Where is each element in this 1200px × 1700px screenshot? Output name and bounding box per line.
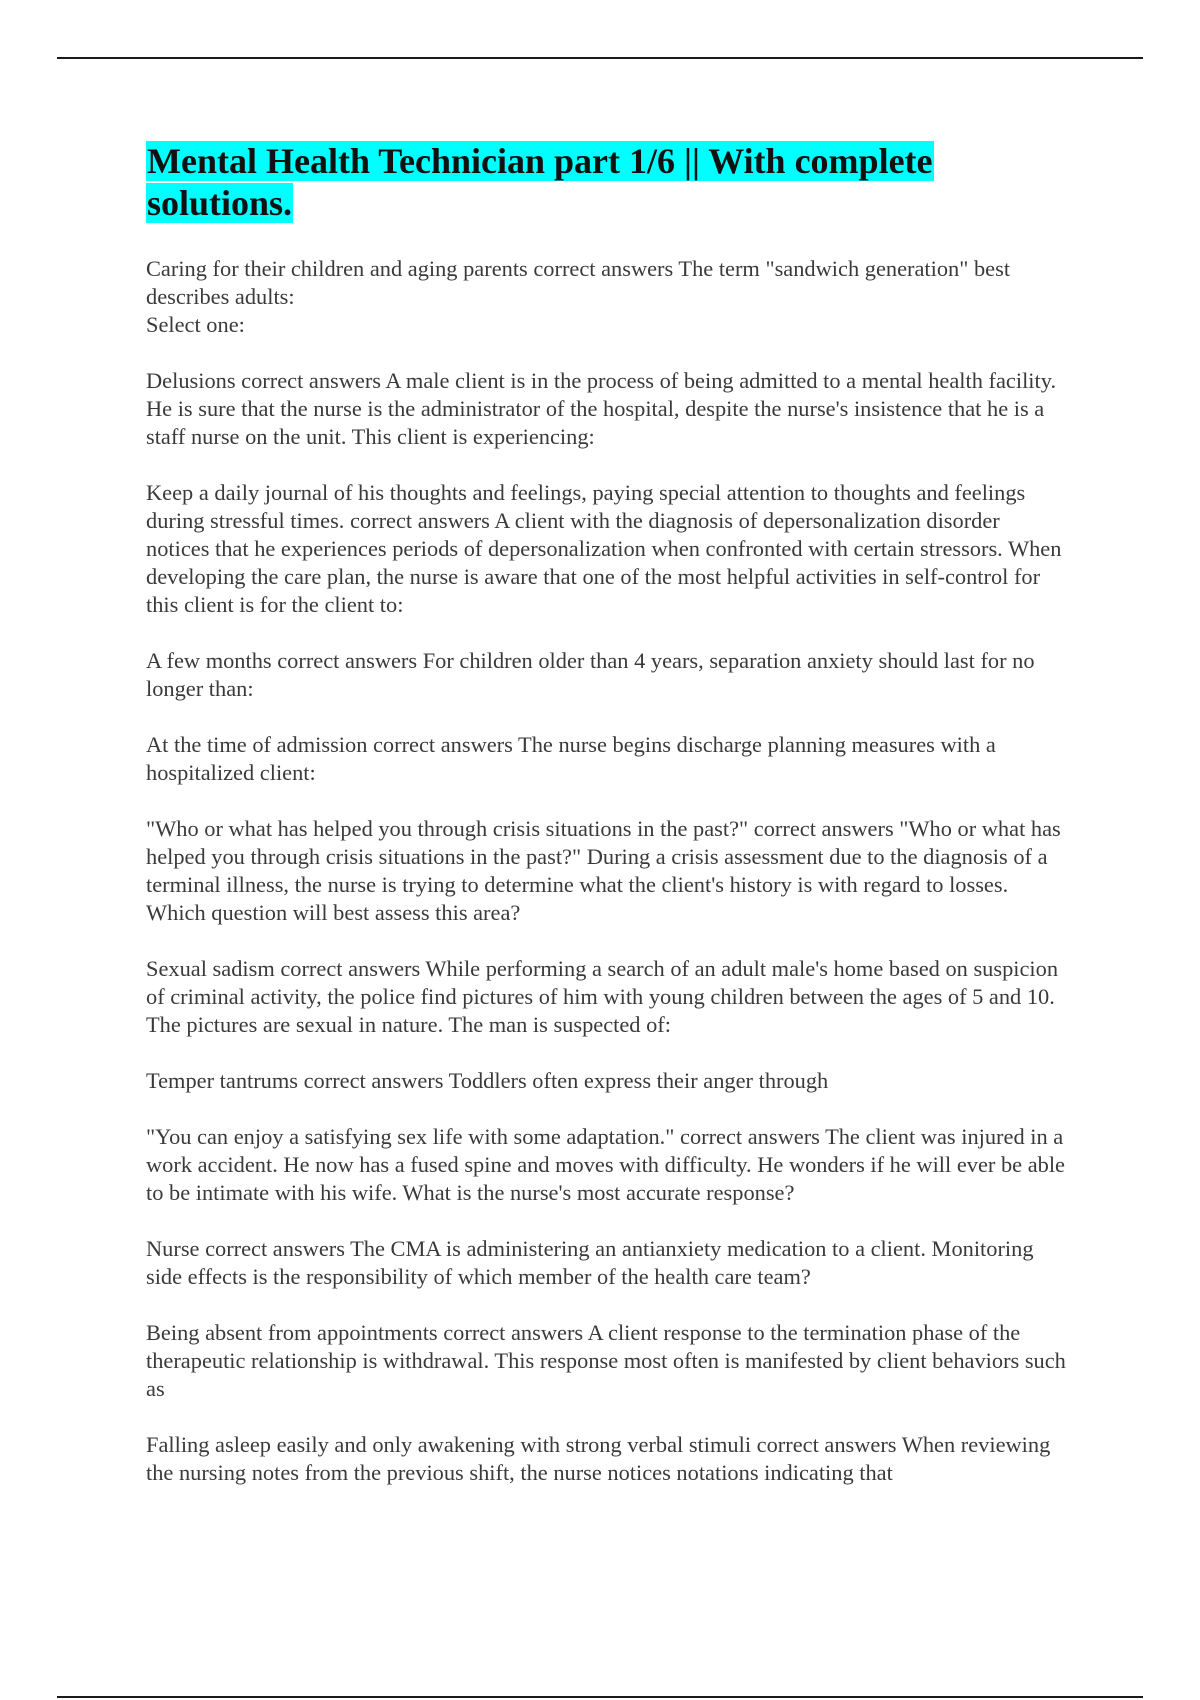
title-highlight: Mental Health Technician part 1/6 || With complete solutions. xyxy=(147,141,933,223)
qa-item: At the time of admission correct answers The nurse begins discharge planning measures with a hospitalized client: xyxy=(146,732,996,785)
qa-item: Sexual sadism correct answers While performing a search of an adult male's home based on suspicion of criminal activity, the police find pictures of him with young children between the ages of 5 and 10. The pictures are sexual in nature. The man is suspected of: xyxy=(146,956,1059,1037)
qa-item: Temper tantrums correct answers Toddlers often express their anger through xyxy=(146,1068,829,1093)
qa-item: "Who or what has helped you through crisis situations in the past?" correct answers "Who or what has helped you through crisis situations in the past?" During a crisis assessment due to the diagnosis of a terminal illness, the nurse is trying to determine what the client's history is with regard to losses. Which question will best assess this area? xyxy=(146,816,1061,925)
qa-list xyxy=(146,255,1066,1487)
bottom-rule xyxy=(57,1696,1143,1698)
qa-item: Caring for their children and aging parents correct answers The term "sandwich generation" best describes adults: Select one: xyxy=(146,256,1011,337)
top-rule xyxy=(57,57,1143,59)
qa-item: "You can enjoy a satisfying sex life with some adaptation." correct answers The client was injured in a work accident. He now has a fused spine and moves with difficulty. He wonders if he will ever be able to be intimate with his wife. What is the nurse's most accurate response? xyxy=(146,1124,1065,1205)
document-body xyxy=(146,140,1066,1515)
qa-item: A few months correct answers For children older than 4 years, separation anxiety should last for no longer than: xyxy=(146,648,1035,701)
qa-item: Being absent from appointments correct answers A client response to the termination phase of the therapeutic relationship is withdrawal. This response most often is manifested by client behaviors such as xyxy=(146,1320,1066,1401)
qa-item: Keep a daily journal of his thoughts and feelings, paying special attention to thoughts and feelings during stressful times. correct answers A client with the diagnosis of depersonalization disorder notices that he experiences periods of depersonalization when confronted with certain stressors. When developing the care plan, the nurse is aware that one of the most helpful activities in self-control for this client is for the client to: xyxy=(146,480,1062,617)
qa-item: Nurse correct answers The CMA is administering an antianxiety medication to a client. Monitoring side effects is the responsibility of which member of the health care team? xyxy=(146,1236,1034,1289)
document-title xyxy=(146,140,966,224)
qa-item: Falling asleep easily and only awakening with strong verbal stimuli correct answers When reviewing the nursing notes from the previous shift, the nurse notices notations indicating that xyxy=(146,1432,1051,1485)
qa-item: Delusions correct answers A male client is in the process of being admitted to a mental health facility. He is sure that the nurse is the administrator of the hospital, despite the nurse's insistence that he is a staff nurse on the unit. This client is experiencing: xyxy=(146,368,1057,449)
